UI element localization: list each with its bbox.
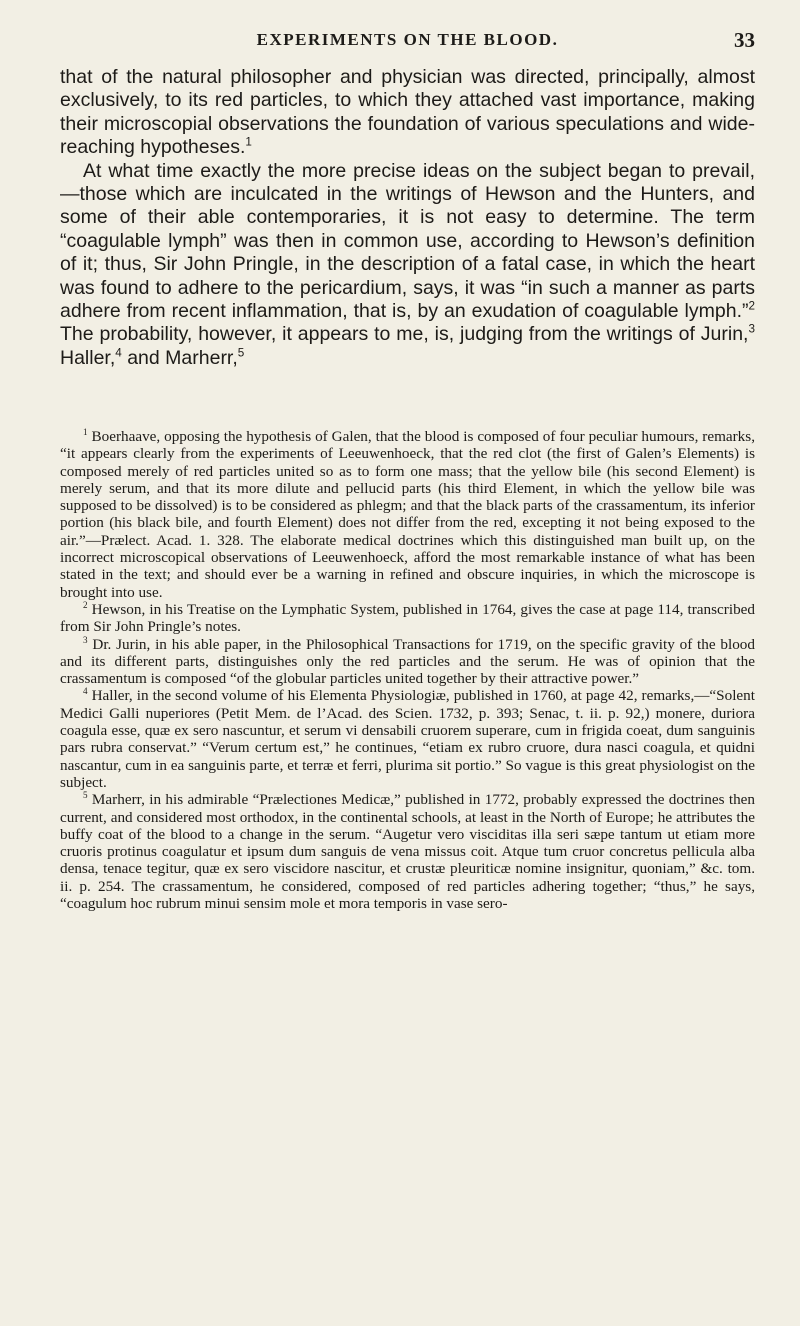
body-text-run: The probability, however, it appears to me, is, judging from the writings of Jurin, [60,323,749,346]
footnote-text: Haller, in the second volume of his Elementa Physiologiæ, published in 1760, at page 42, remarks,—“Solent Medici Galli nuperiores (Petit Mem. de l’Acad. des Scien. 1732, p. 393; Senac, t. ii. p. 92,) monere, duriora coagula esse, quæ ex sero nascuntur, et serum vi densabili cruorem superare, cum in frigida coeat, dum sanguinis pars rubra conservat.” “Verum certum est,” he continues, “etiam ex rubro cruore, dura nasci coagula, et quidni nascantur, cum in ea sanguinis parte, et terræ et ferri, plurima sit portio.” So vague is this great physiologist on the subject. [60,687,755,791]
footnote-ref: 5 [237,346,245,360]
footnote-2 [60,601,755,636]
page-number: 33 [734,28,755,52]
body-paragraph-2 [60,160,755,371]
footnote-marker: 1 [83,426,88,437]
footnote-text: Hewson, in his Treatise on the Lymphatic System, published in 1764, gives the case at page 114, transcribed from Sir John Pringle’s notes. [60,600,755,636]
footnote-text: Marherr, in his admirable “Prælectiones Medicæ,” published in 1772, probably expressed the doctrines then current, and considered most orthodox, in the continental schools, at least in the North of Europe; he attributes the buffy coat of the blood to a change in the serum. “Augetur vero visciditas illa seri sæpe tantum ut etiam more cruoris protinus coagulatur et ipsum dum sanguis de vena missus coit. Atque tum cruor concretus pellicula alba densa, tenace tegitur, quæ ex sero viscidore nascitur, et crustæ pleuriticæ nomine insignitur, quoniam,” &c. tom. ii. p. 254. The crassamentum, he considered, composed of red particles adhering together; “thus,” he says, “coagulum hoc rubrum minui sensim mole et mora temporis in vase sero- [60,791,755,913]
footnote-ref: 3 [748,322,755,336]
body-text-run: that of the natural philosopher and physician was directed, principally, almost exclusively, to its red particles, to which they attached vast importance, making their microscopial observations the foundation of various speculations and wide-reaching hypotheses. [60,66,755,159]
footnote-5 [60,791,755,912]
body-paragraph-1 [60,66,755,160]
footnote-text: Boerhaave, opposing the hypothesis of Galen, that the blood is composed of four peculiar humours, remarks, “it appears clearly from the experiments of Leeuwenhoeck, that the red clot (the first of Galen’s Elements) is composed merely of red particles united so as to form one mass; that the yellow bile (his second Element) is merely serum, and that its more dilute and pellucid parts (his third Element, in which the yellow bile was supposed to be dissolved) is to be considered as phlegm; and that the black parts of the crassamentum, its inferior portion (his black bile, and fourth Element) does not differ from the red, excepting it not being exposed to the air.”—Prælect. Acad. 1. 328. The elaborate medical doctrines which this distinguished man built up, on the incorrect microscopical observations of Leeuwenhoeck, afford the most remarkable instance of what has been stated in the text; and should ever be a warning in refined and obscure inquiries, in which the microscope is brought into use. [60,428,755,601]
footnote-4 [60,687,755,791]
footnote-ref: 1 [245,135,252,149]
footnote-marker: 2 [83,599,88,610]
body-text-run: and Marherr, [121,346,238,369]
running-title: EXPERIMENTS ON THE BLOOD. [256,30,559,49]
body-text-run: Haller, [60,346,116,369]
footnote-marker: 3 [83,634,88,645]
footnote-ref: 4 [115,346,122,360]
body-text [60,66,755,370]
footnote-3 [60,636,755,688]
body-text-run: At what time exactly the more precise ideas on the subject began to prevail,—those which are inculcated in the writings of Hewson and the Hunters, and some of their able contemporaries, it is not easy to determine. The term “coagulable lymph” was then in common use, according to Hewson’s definition of it; thus, Sir John Pringle, in the description of a fatal case, in which the heart was found to adhere to the pericardium, says, it was “in such a manner as parts adhere from recent inflammation, that is, by an exudation of coagulable lymph.” [60,159,755,323]
footnote-marker: 5 [83,790,88,801]
footnote-marker: 4 [83,686,88,697]
footnotes [60,428,755,912]
footnote-ref: 2 [748,299,755,313]
footnote-1 [60,428,755,601]
page-header [60,30,755,60]
footnote-text: Dr. Jurin, in his able paper, in the Philosophical Transactions for 1719, on the specific gravity of the blood and its different parts, distinguishes only the red particles and the serum. He was of opinion that the crassamentum is composed “of the globular particles united together by their attractive power.” [60,635,755,688]
